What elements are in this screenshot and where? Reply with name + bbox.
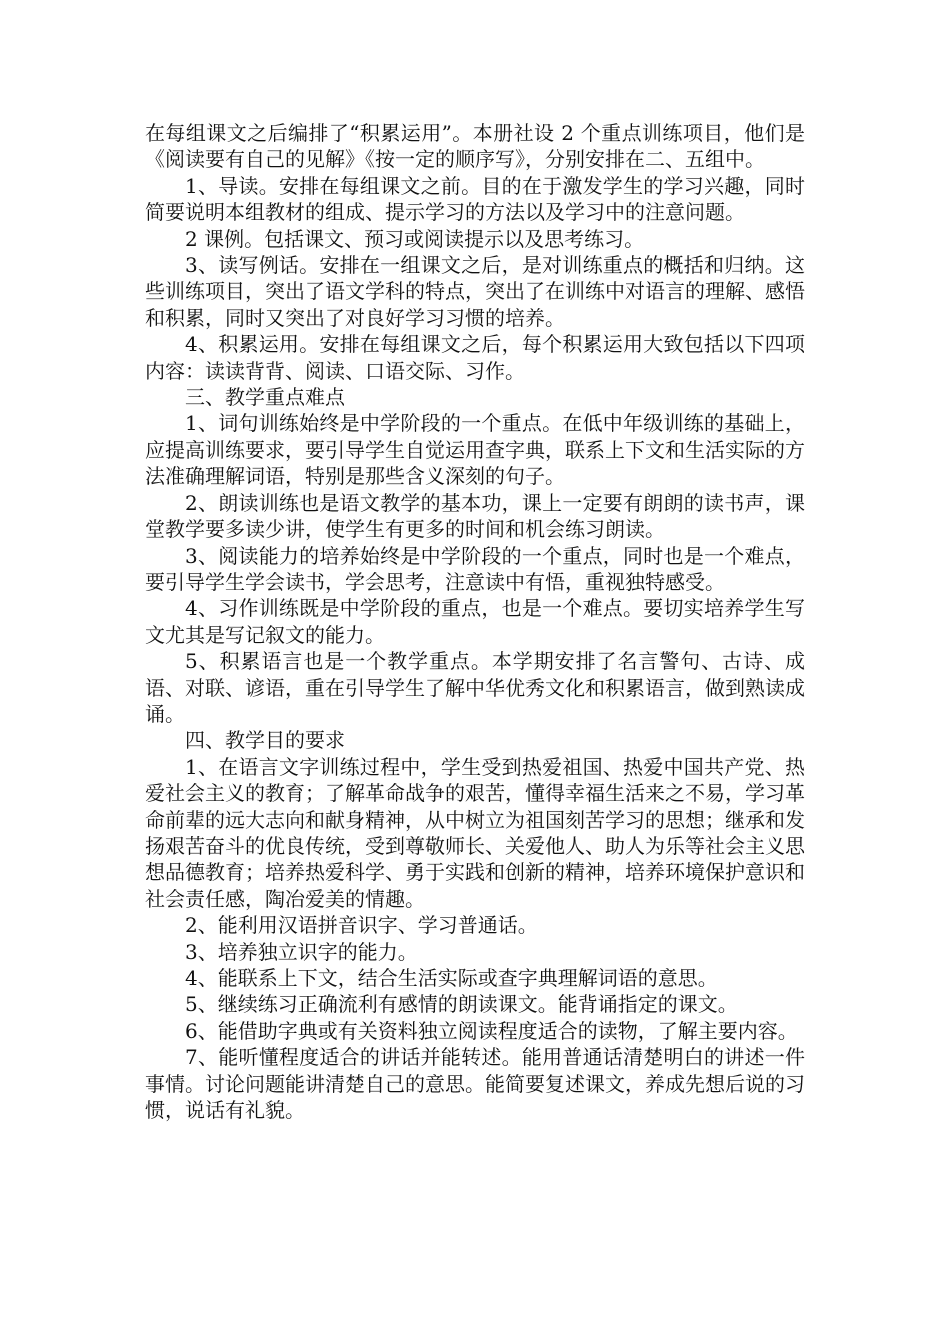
paragraph-item-daodu: 1、导读。安排在每组课文之前。目的在于激发学生的学习兴趣，同时简要说明本组教材的组成、提示学习的方法以及学习中的注意问题。 <box>145 173 805 225</box>
paragraph-key-point-4: 4、习作训练既是中学阶段的重点，也是一个难点。要切实培养学生写文尤其是写记叙文的能力。 <box>145 596 805 647</box>
paragraph-objective-6: 6、能借助字典或有关资料独立阅读程度适合的读物，了解主要内容。 <box>185 1018 798 1043</box>
paragraph-objective-3: 3、培养独立识字的能力。 <box>185 939 418 964</box>
paragraph-key-point-3: 3、阅读能力的培养始终是中学阶段的一个重点，同时也是一个难点，要引导学生学会读书，学会思考，注意读中有悟，重视独特感受。 <box>145 543 805 594</box>
paragraph-item-jilei-yunyong: 4、积累运用。安排在每组课文之后，每个积累运用大致包括以下四项内容：读读背背、阅读、口语交际、习作。 <box>145 332 805 383</box>
paragraph-item-keli: 2 课例。包括课文、预习或阅读提示以及思考练习。 <box>185 226 645 251</box>
paragraph-key-point-1: 1、词句训练始终是中学阶段的一个重点。在低中年级训练的基础上，应提高训练要求，要引导学生自觉运用查字典，联系上下文和生活实际的方法准确理解词语，特别是那些含义深刻的句子。 <box>145 411 805 489</box>
document-body <box>145 120 805 1123</box>
section-heading-key-points: 三、教学重点难点 <box>185 385 345 410</box>
paragraph-objective-1: 1、在语言文字训练过程中，学生受到热爱祖国、热爱中国共产党、热爱社会主义的教育；了解革命战争的艰苦，懂得幸福生活来之不易，学习革命前辈的远大志向和献身精神，从中树立为祖国刻苦学习的思想；继承和发扬艰苦奋斗的优良传统，受到尊敬师长、关爱他人、助人为乐等社会主义思想品德教育；培养热爱科学、勇于实践和创新的精神，培养环境保护意识和社会责任感，陶冶爱美的情趣。 <box>145 754 805 911</box>
paragraph-objective-7: 7、能听懂程度适合的讲话并能转述。能用普通话清楚明白的讲述一件事情。讨论问题能讲清楚自己的意思。能简要复述课文，养成先想后说的习惯，说话有礼貌。 <box>145 1045 805 1123</box>
section-heading-objectives: 四、教学目的要求 <box>185 728 345 753</box>
paragraph-objective-2: 2、能利用汉语拼音识字、学习普通话。 <box>185 913 538 938</box>
paragraph-objective-4: 4、能联系上下文，结合生活实际或查字典理解词语的意思。 <box>185 966 718 990</box>
paragraph-objective-5: 5、继续练习正确流利有感情的朗读课文。能背诵指定的课文。 <box>185 992 738 1017</box>
paragraph-continued-intro: 在每组课文之后编排了“积累运用”。本册社设 2 个重点训练项目，他们是《阅读要有自己的见解》《按一定的顺序写》，分别安排在二、五组中。 <box>145 121 805 172</box>
paragraph-item-duxie-lihua: 3、读写例话。安排在一组课文之后，是对训练重点的概括和归纳。这些训练项目，突出了语文学科的特点，突出了在训练中对语言的理解、感悟和积累，同时又突出了对良好学习习惯的培养。 <box>145 253 805 330</box>
paragraph-key-point-2: 2、朗读训练也是语文教学的基本功，课上一定要有朗朗的读书声，课堂教学要多读少讲，使学生有更多的时间和机会练习朗读。 <box>145 490 805 542</box>
paragraph-key-point-5: 5、积累语言也是一个教学重点。本学期安排了名言警句、古诗、成语、对联、谚语，重在引导学生了解中华优秀文化和积累语言，做到熟读成诵。 <box>145 649 805 726</box>
